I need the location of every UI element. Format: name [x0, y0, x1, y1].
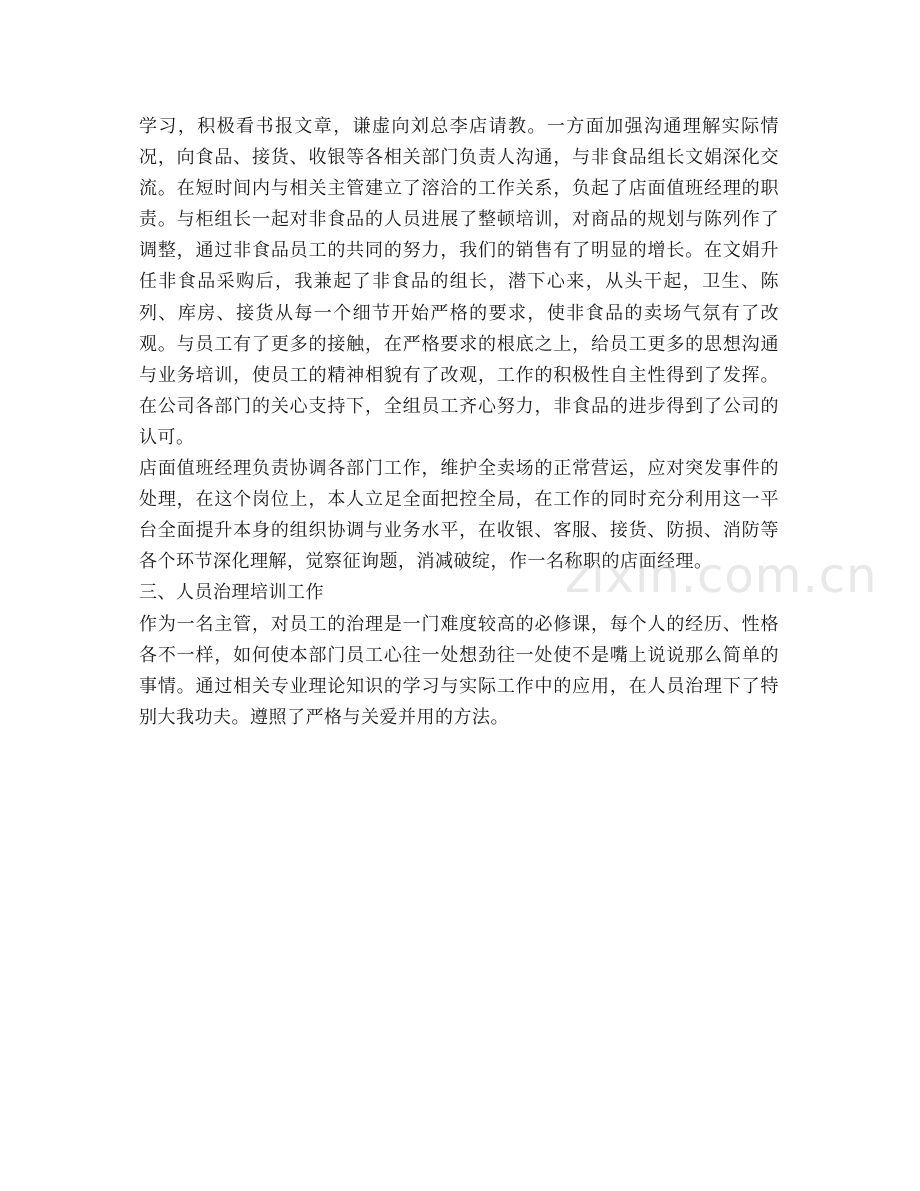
document-body: [139, 111, 779, 733]
paragraph-1: 学习，积极看书报文章，谦虚向刘总李店请教。一方面加强沟通理解实际情况，向食品、接货、收银等各相关部门负责人沟通，与非食品组长文娟深化交流。在短时间内与相关主管建立了溶洽的工作关系，负起了店面值班经理的职责。与柜组长一起对非食品的人员进展了整顿培训，对商品的规划与陈列作了调整，通过非食品员工的共同的努力，我们的销售有了明显的增长。在文娟升任非食品采购后，我兼起了非食品的组长，潜下心来，从头干起，卫生、陈列、库房、接货从每一个细节开始严格的要求，使非食品的卖场气氛有了改观。与员工有了更多的接触，在严格要求的根底之上，给员工更多的思想沟通与业务培训，使员工的精神相貌有了改观，工作的积极性自主性得到了发挥。在公司各部门的关心支持下，全组员工齐心努力，非食品的进步得到了公司的认可。: [139, 116, 779, 448]
paragraph-2: 店面值班经理负责协调各部门工作，维护全卖场的正常营运，应对突发事件的处理，在这个岗位上，本人立足全面把控全局，在工作的同时充分利用这一平台全面提升本身的组织协调与业务水平，在收银、客服、接货、防损、消防等各个环节深化理解，觉察征询题，消减破绽，作一名称职的店面经理。: [139, 458, 779, 573]
watermark: zixin.com.cn: [565, 548, 878, 604]
section-heading: 三、人员治理培训工作: [139, 582, 324, 604]
paragraph-3: 作为一名主管，对员工的治理是一门难度较高的必修课，每个人的经历、性格各不一样，如何使本部门员工心往一处想劲往一处使不是嘴上说说那么简单的事情。通过相关专业理论知识的学习与实际工作中的应用，在人员治理下了特别大我功夫。遵照了严格与关爱并用的方法。: [139, 613, 779, 728]
